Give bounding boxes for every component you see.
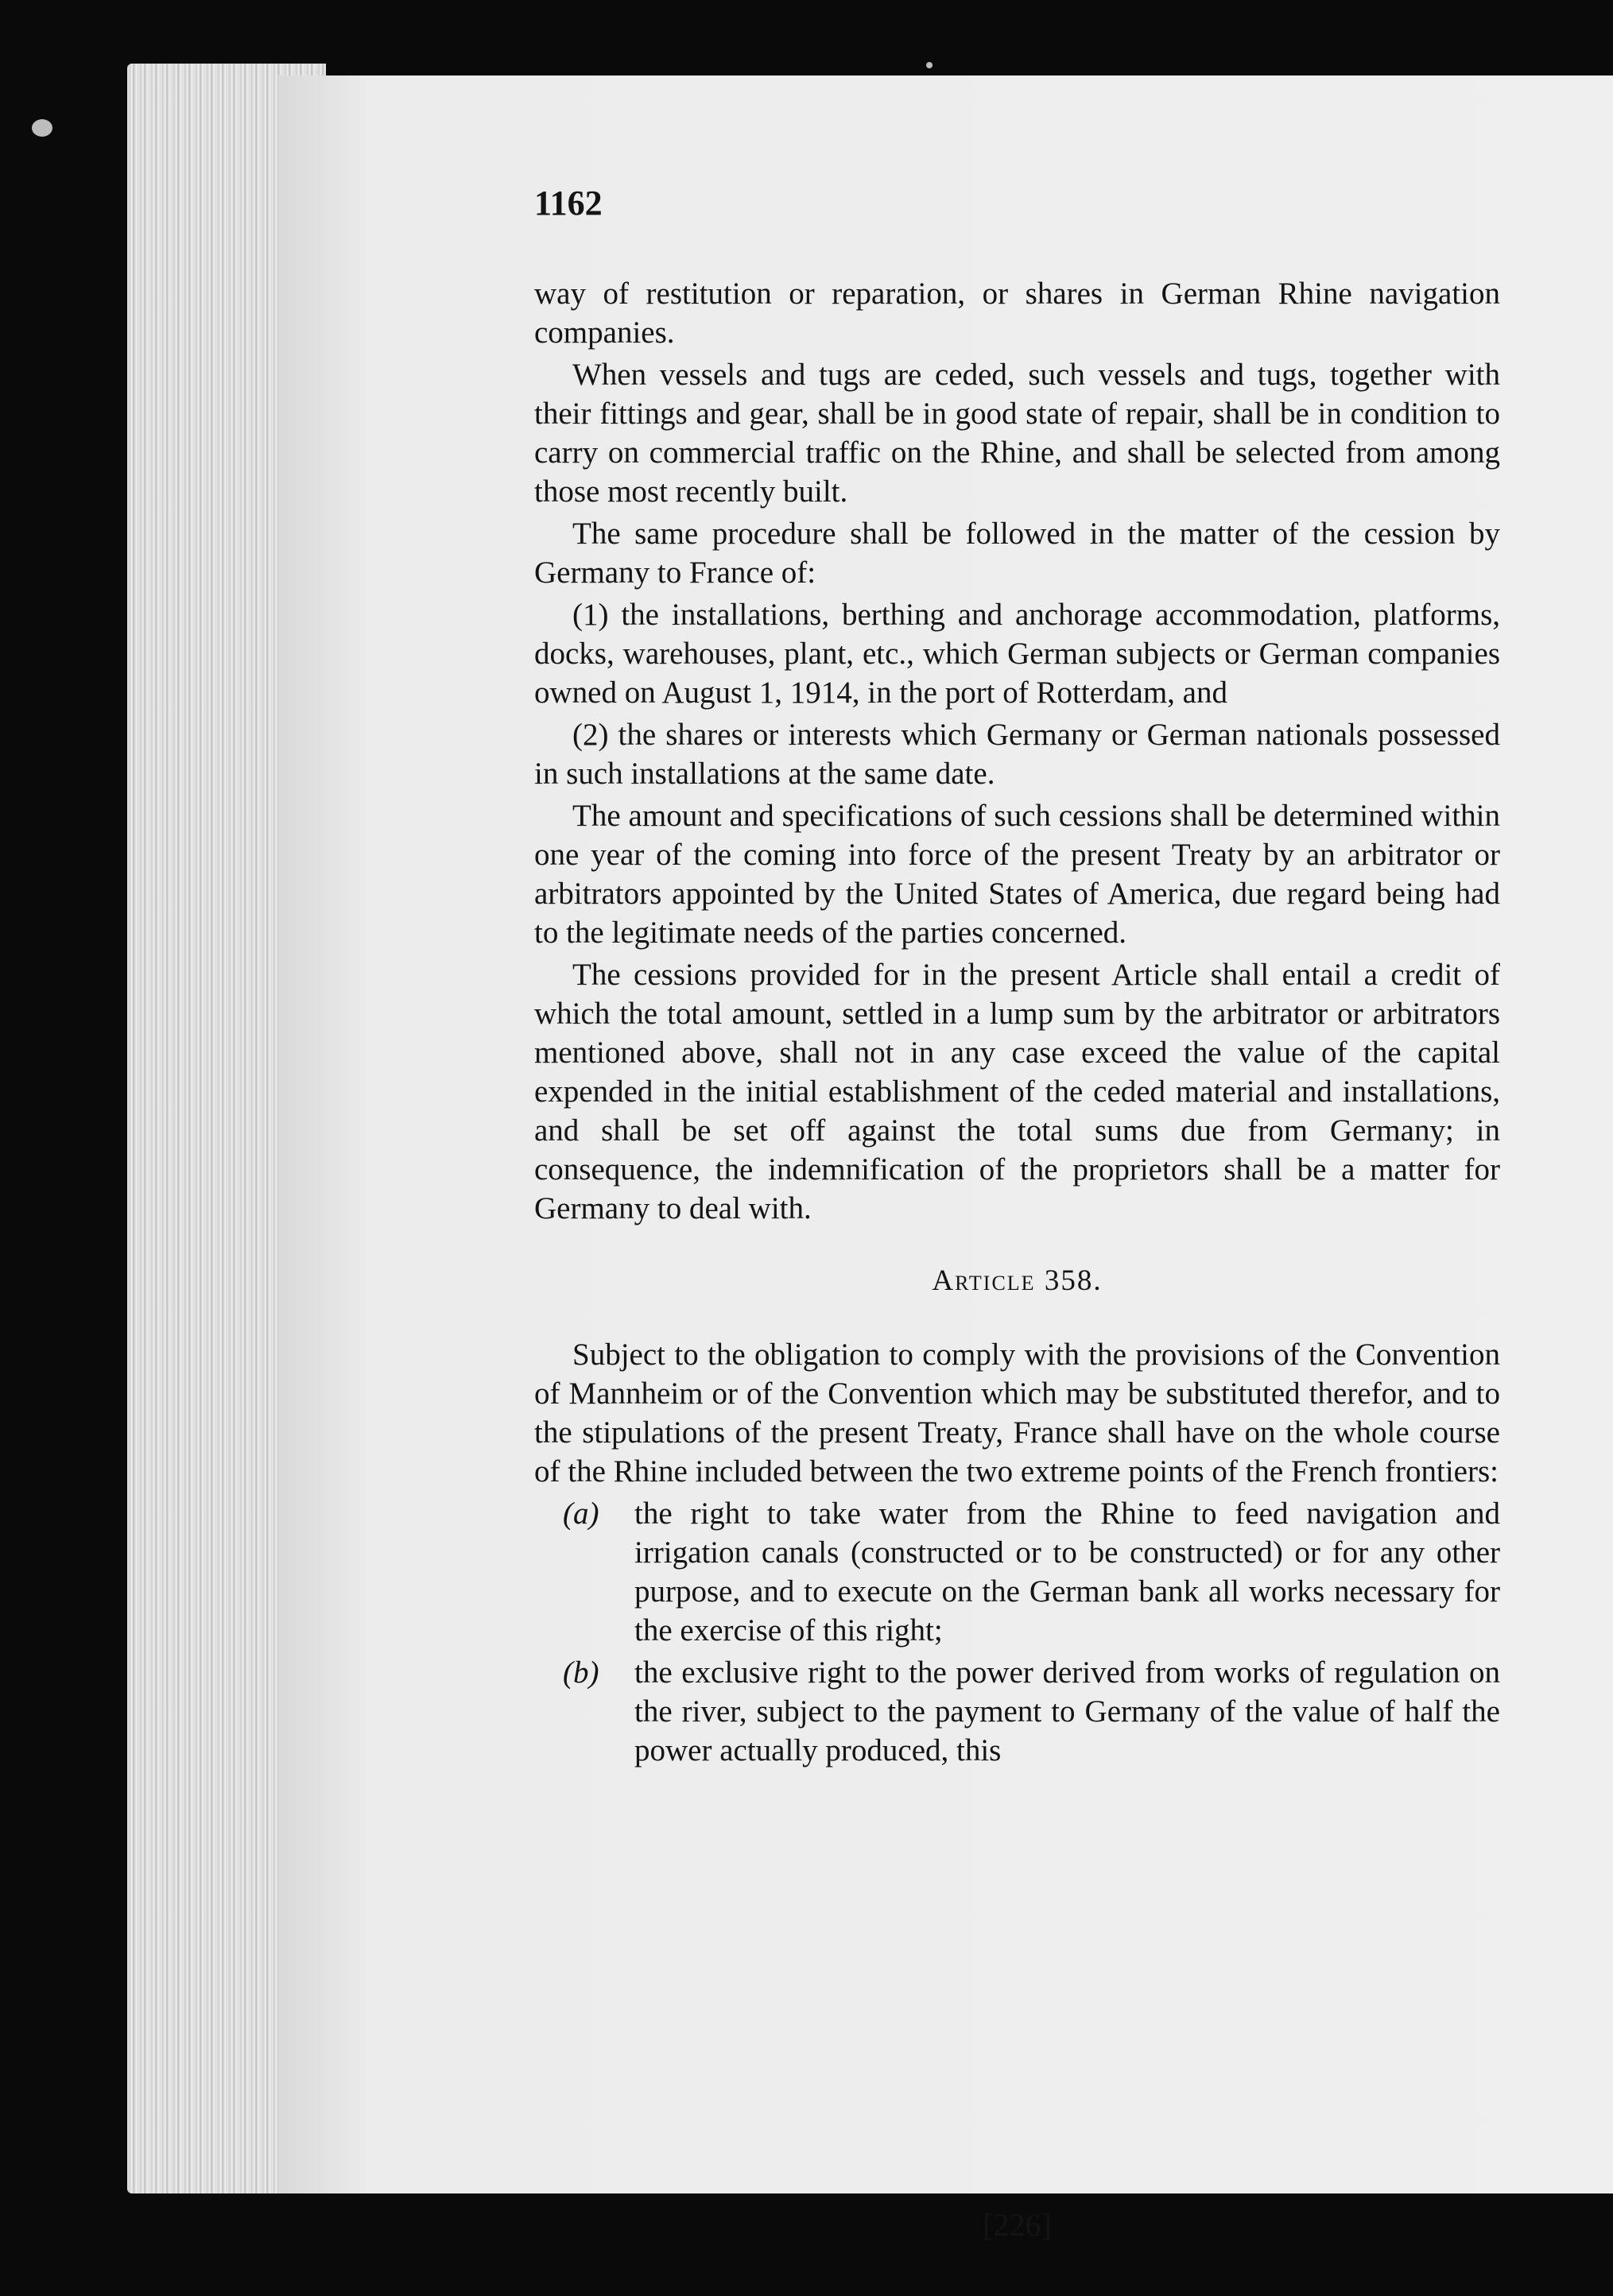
paragraph: (2) the shares or interests which Germany or German nationals possessed in such installations at the same date.	[534, 718, 1500, 791]
paragraph: The amount and specifications of such cessions shall be determined within one year of the coming into force of the present Treaty by an arbitrator or arbitrators appointed by the United States of America, due regard being had to the legitimate needs of the parties concerned.	[534, 799, 1500, 950]
article-heading: Article 358.	[932, 1264, 1103, 1297]
paragraph: The cessions provided for in the present Article shall entail a credit of which the total amount, settled in a lump sum by the arbitrator or arbitrators mentioned above, shall not in any case exceed the value of the capital expended in the initial establishment of the ceded material and installations, and shall be set off against the total sums due from Germany; in consequence, the indemnification of the proprietors shall be a matter for Germany to deal with.	[534, 958, 1500, 1225]
paragraph: way of restitution or reparation, or shares in German Rhine navigation companies.	[534, 277, 1500, 350]
list-item	[534, 1653, 1500, 1770]
list-item	[534, 1494, 1500, 1650]
paragraph: (1) the installations, berthing and anchorage accommodation, platforms, docks, warehouses, plant, etc., which German subjects or German companies owned on August 1, 1914, in the port of Rotterdam, and	[534, 598, 1500, 710]
list-item-marker: (a)	[563, 1496, 599, 1531]
article-intro: Subject to the obligation to comply with the provisions of the Convention of Mannheim or of the Convention which may be substituted therefor, and to the stipulations of the present Treaty, France shall have on the whole course of the Rhine included between the two extreme points of the French frontiers:	[534, 1338, 1500, 1489]
paragraph: The same procedure shall be followed in the matter of the cession by Germany to France of:	[534, 517, 1500, 590]
list-item-marker: (b)	[563, 1655, 599, 1690]
list-item-text: the exclusive right to the power derived from works of regulation on the river, subject to the payment to Germany of the value of half the power actually produced, this	[634, 1655, 1500, 1767]
page-footer-number: [226]	[983, 2207, 1052, 2243]
page-number: 1162	[534, 184, 603, 223]
scan-speck	[926, 62, 933, 68]
list-item-text: the right to take water from the Rhine to feed navigation and irrigation canals (constructed or to be constructed) or for any other purpose, and to execute on the German bank all works necessary for the exercise of this right;	[634, 1496, 1500, 1647]
scan-speck	[32, 119, 52, 137]
paragraph: When vessels and tugs are ceded, such vessels and tugs, together with their fittings and gear, shall be in good state of repair, shall be in condition to carry on commercial traffic on the Rhine, and shall be selected from among those most recently built.	[534, 358, 1500, 509]
page-body	[534, 274, 1500, 2243]
